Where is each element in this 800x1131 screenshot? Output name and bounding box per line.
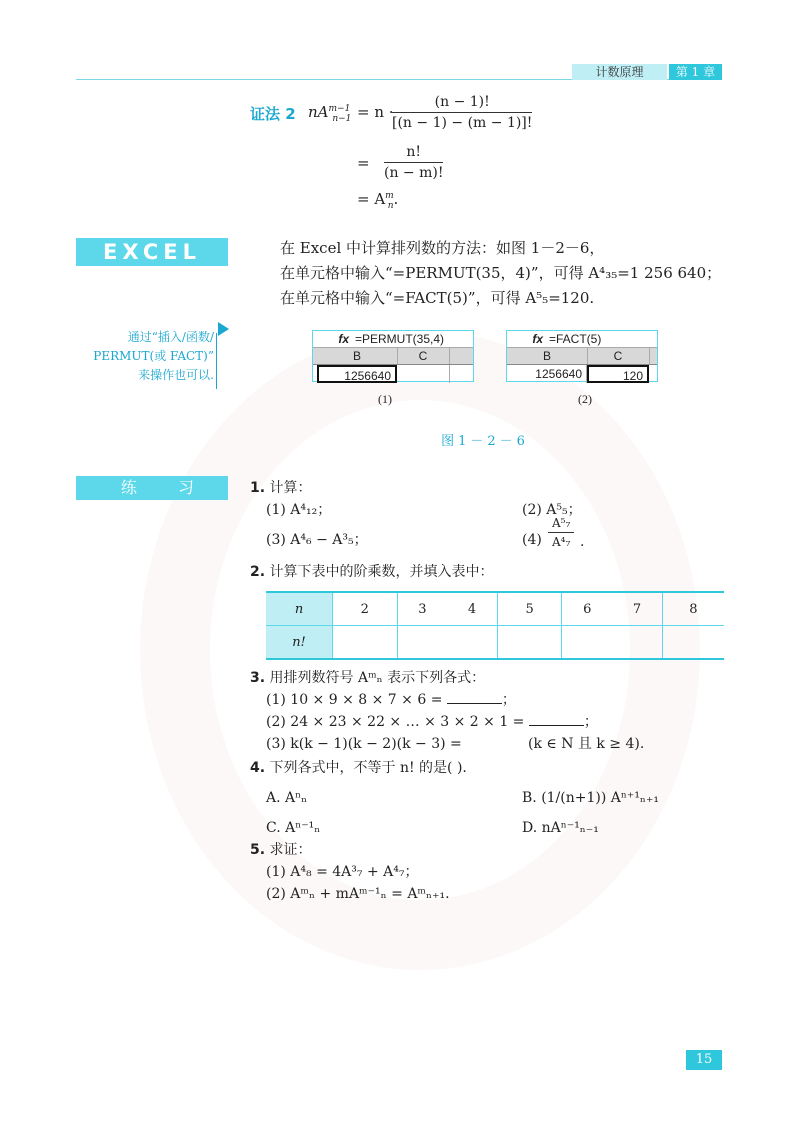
excel-line-1: 在 Excel 中计算排列数的方法：如图 1－2－6， — [280, 239, 605, 257]
question-4-option-b: B. (1/(n+1)) Aⁿ⁺¹ₙ₊₁ — [522, 790, 659, 806]
proof-label: 证法 2 — [250, 105, 296, 123]
question-1-text: 计算： — [269, 480, 312, 496]
question-3-part-b-text: (2) 24 × 23 × 22 × … × 3 × 2 × 1 = — [266, 714, 525, 730]
side-note-bracket — [208, 333, 217, 389]
question-2-text: 计算下表中的阶乘数，并填入表中： — [269, 564, 494, 580]
question-2 — [250, 562, 494, 582]
header-section-label: 计数原理 — [572, 64, 667, 80]
proof-lhs-sup: m−1 — [328, 104, 351, 114]
formula-bar — [507, 331, 657, 348]
proof-eq2-numerator: n! — [384, 144, 443, 163]
selected-cell-c[interactable]: 120 — [587, 365, 649, 383]
excel-figure-1-caption: (1) — [378, 392, 392, 406]
proof-eq3 — [357, 190, 398, 211]
question-3-part-a — [266, 690, 516, 710]
question-1-part-a: (1) A⁴₁₂； — [266, 502, 332, 518]
column-header-c: C — [587, 348, 650, 364]
column-header-c: C — [397, 348, 450, 364]
column-header-b: B — [317, 348, 398, 364]
formula-bar — [313, 331, 473, 348]
question-1-part-d-fraction — [548, 516, 574, 549]
data-row — [507, 365, 657, 383]
answer-cell[interactable] — [562, 626, 662, 660]
proof-eq1-numerator: (n − 1)! — [392, 94, 532, 113]
excel-figure-2-caption: (2) — [578, 392, 592, 406]
table-cell: 3 — [418, 601, 427, 617]
question-2-number: 2. — [250, 564, 266, 580]
question-4-text: 下列各式中，不等于 n! 的是( ). — [269, 760, 467, 776]
table-cell: 6 — [583, 601, 592, 617]
proof-eq3-end: . — [393, 190, 399, 208]
answer-blank[interactable] — [447, 691, 502, 704]
side-note — [76, 328, 214, 385]
proof-eq3-sup: m — [385, 191, 394, 201]
fx-icon: fx — [338, 332, 349, 346]
data-row — [313, 365, 473, 383]
question-1-part-d-denominator: A⁴₇ — [552, 535, 571, 549]
question-1-number: 1. — [250, 480, 266, 496]
excel-line-3: 在单元格中输入“=FACT(5)”，可得 A⁵₅=120. — [280, 289, 595, 307]
column-header-row — [313, 348, 473, 365]
excel-figure-2 — [506, 330, 658, 382]
side-note-line-2: PERMUT(或 FACT)” — [93, 349, 214, 363]
question-5-text: 求证： — [269, 842, 312, 858]
proof-eq2-denominator: (n − m)! — [384, 165, 444, 181]
side-note-line-1: 通过“插入/函数/ — [127, 330, 214, 344]
table-header-factorial: n! — [266, 626, 333, 660]
factorial-table-row-factorial — [266, 626, 724, 660]
table-cell-merged — [562, 592, 662, 626]
cell-b[interactable]: 1256640 — [507, 365, 587, 383]
excel-figure-1 — [312, 330, 474, 382]
question-1 — [250, 478, 312, 498]
table-cell: 5 — [497, 592, 562, 626]
answer-blank[interactable] — [529, 713, 584, 726]
table-cell: 7 — [632, 601, 642, 617]
question-5-number: 5. — [250, 842, 266, 858]
answer-cell[interactable] — [497, 626, 562, 660]
question-4-number: 4. — [250, 760, 266, 776]
table-cell: 2 — [333, 592, 398, 626]
question-3-number: 3. — [250, 670, 266, 686]
formula-text: =PERMUT(35,4) — [355, 332, 445, 346]
question-3-part-c: (3) k(k − 1)(k − 2)(k − 3) = — [266, 736, 462, 752]
table-cell-merged — [397, 592, 497, 626]
proof-eq1-denominator: [(n − 1) − (m − 1)]! — [392, 115, 533, 131]
question-5 — [250, 840, 312, 860]
question-3-text: 用排列数符号 Aᵐₙ 表示下列各式： — [269, 670, 486, 686]
selected-cell-b[interactable]: 1256640 — [317, 365, 397, 383]
header-chapter-label: 第 1 章 — [669, 64, 722, 80]
question-1-part-d-label: (4) — [522, 532, 542, 548]
question-3-part-b-end: ； — [583, 714, 598, 730]
question-4-option-c: C. Aⁿ⁻¹ₙ — [266, 820, 321, 836]
question-4-option-d: D. nAⁿ⁻¹ₙ₋₁ — [522, 820, 599, 836]
question-4-option-a: A. Aⁿₙ — [266, 790, 308, 806]
answer-cell[interactable] — [662, 626, 724, 660]
proof-eq1-prefix: = n · — [357, 103, 394, 121]
figure-caption: 图1－2－6 — [441, 434, 529, 449]
question-4 — [250, 758, 467, 778]
factorial-table — [266, 591, 724, 660]
table-header-n: n — [266, 592, 333, 626]
question-5-part-b: (2) Aᵐₙ + mAᵐ⁻¹ₙ = Aᵐₙ₊₁. — [266, 886, 450, 902]
fx-icon: fx — [532, 332, 543, 346]
cell-c[interactable] — [397, 365, 450, 383]
proof-eq1-fraction — [392, 94, 532, 131]
question-1-part-d-end: . — [580, 534, 585, 550]
table-cell: 8 — [662, 592, 724, 626]
table-cell: 4 — [467, 601, 477, 617]
proof-lhs-text: nA — [308, 103, 329, 121]
proof-eq3-sub: n — [387, 201, 394, 211]
excel-line-2: 在单元格中输入“=PERMUT(35，4)”，可得 A⁴₃₅=1 256 640； — [280, 264, 722, 282]
question-1-part-b: (2) A⁵₅； — [522, 502, 582, 518]
question-3-part-b — [266, 712, 598, 732]
proof-eq2-fraction — [384, 144, 443, 181]
side-note-line-3: 来操作也可以. — [138, 368, 214, 382]
answer-cell[interactable] — [397, 626, 497, 660]
question-3 — [250, 668, 485, 688]
question-5-part-a: (1) A⁴₈ = 4A³₇ + A⁴₇； — [266, 864, 419, 880]
question-1-part-c: (3) A⁴₆ − A³₅； — [266, 532, 368, 548]
question-1-part-d-numerator: A⁵₇ — [548, 516, 574, 533]
question-1-part-d — [522, 530, 542, 550]
question-3-part-a-end: ； — [501, 692, 516, 708]
proof-eq2-prefix: = — [357, 154, 370, 172]
answer-cell[interactable] — [333, 626, 398, 660]
column-header-b: B — [507, 348, 588, 364]
exercise-section-tag: 练 习 — [76, 476, 228, 500]
question-3-part-c-condition: (k ∈ N 且 k ≥ 4). — [528, 736, 645, 752]
side-note-flag-icon — [218, 322, 229, 336]
factorial-table-row-n — [266, 592, 724, 626]
proof-lhs — [308, 103, 351, 124]
proof-eq3-text: = A — [357, 190, 386, 208]
formula-text: =FACT(5) — [549, 332, 602, 346]
page-number: 15 — [686, 1050, 722, 1070]
excel-section-tag: EXCEL — [76, 238, 228, 266]
column-header-row — [507, 348, 657, 365]
proof-lhs-sub: n−1 — [332, 114, 352, 124]
question-3-part-a-text: (1) 10 × 9 × 8 × 7 × 6 = — [266, 692, 443, 708]
